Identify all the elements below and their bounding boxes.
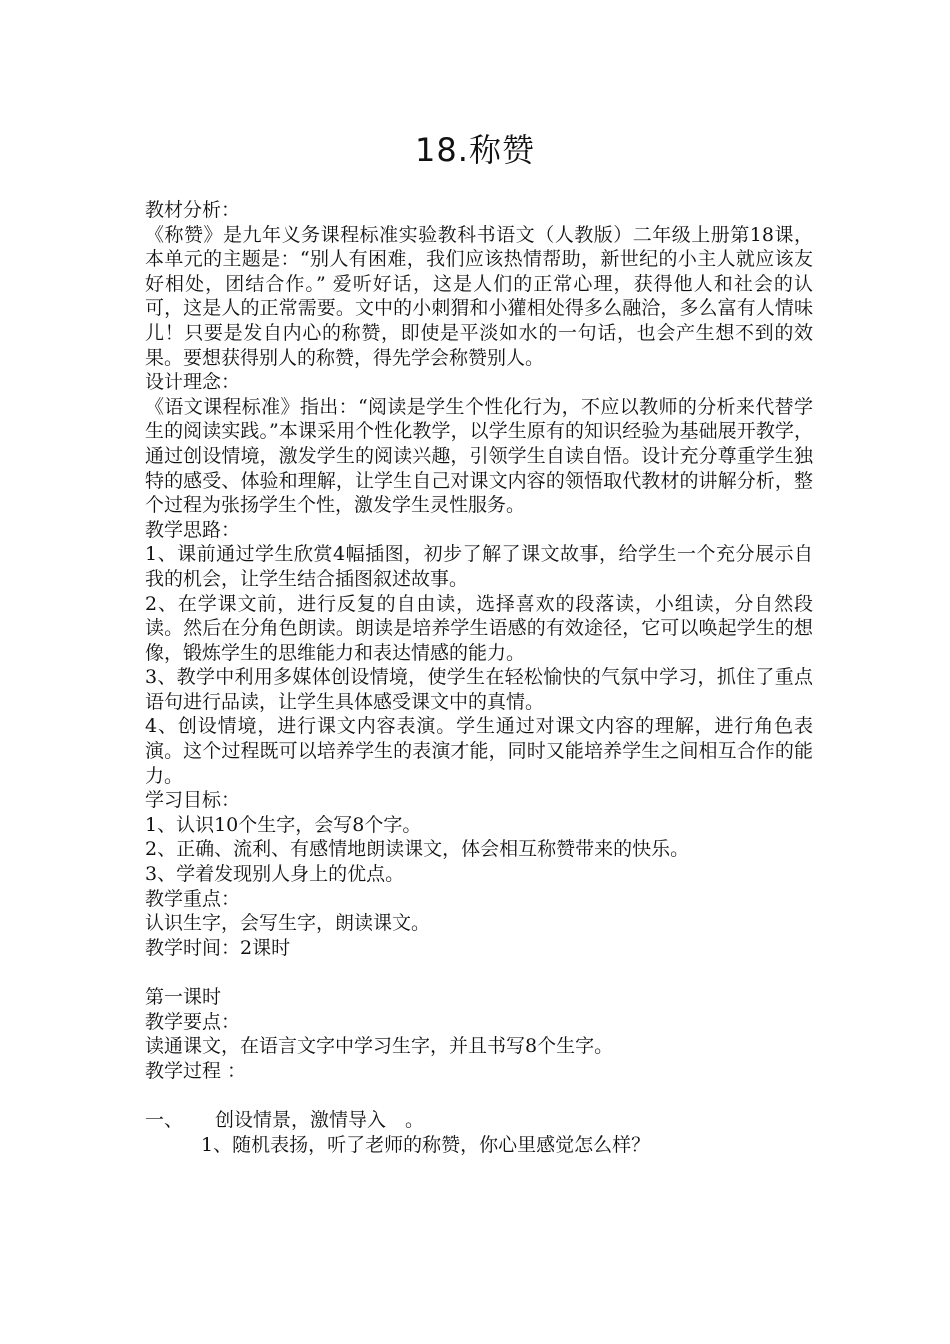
points-heading: 教学要点：	[145, 1010, 241, 1033]
page-title: 18.称赞	[415, 131, 535, 169]
goal-item: 1、认识10个生字，会写8个字。	[145, 813, 422, 836]
step-title: 创设情景，激情导入 。	[215, 1108, 425, 1131]
goal-item: 3、学着发现别人身上的优点。	[145, 863, 405, 886]
thinking-item: 3、教学中利用多媒体创设情境，使学生在轻松愉快的气氛中学习，抓住了重点语句进行品读，让学生具体感受课文中的真情。	[145, 666, 813, 713]
analysis-paragraph: 《称赞》是九年义务课程标准实验教科书语文（人教版）二年级上册第18课，本单元的主题是：“别人有困难，我们应该热情帮助，新世纪的小主人就应该友好相处，团结合作。” 爱听好话，这是人们的正常心理，获得他人和社会的认可，这是人的正常需要。文中的小刺猬和小獾相处得多么融洽，多么富有人情味儿！只要是发自内心的称赞，即使是平淡如水的一句话，也会产生想不到的效果。要想获得别人的称赞，得先学会称赞别人。	[145, 223, 813, 369]
goal-item: 2、正确、流利、有感情地朗读课文，体会相互称赞带来的快乐。	[145, 838, 690, 861]
blank-line	[145, 960, 813, 985]
blank-line	[145, 1083, 813, 1108]
analysis-heading: 教材分析：	[145, 199, 241, 221]
thinking-item: 1、课前通过学生欣赏4幅插图，初步了解了课文故事，给学生一个充分展示自我的机会，让学生结合插图叙述故事。	[145, 543, 813, 590]
lesson1-heading: 第一课时	[145, 986, 222, 1008]
goals-heading: 学习目标：	[145, 789, 241, 812]
teaching-time: 教学时间：2课时	[145, 936, 291, 959]
thinking-item: 2、在学课文前，进行反复的自由读，选择喜欢的段落读，小组读，分自然段读。然后在分角色朗读。朗读是培养学生语感的有效途径，它可以唤起学生的想像，锻炼学生的思维能力和表达情感的能力。	[145, 592, 813, 664]
key-paragraph: 认识生字，会写生字，朗读课文。	[145, 912, 431, 935]
process-step	[145, 1108, 813, 1133]
key-heading: 教学重点：	[145, 887, 241, 910]
step-number: 一、	[145, 1108, 184, 1131]
points-paragraph: 读通课文，在语言文字中学习生字，并且书写8个生字。	[145, 1035, 614, 1058]
concept-paragraph: 《语文课程标准》指出：“阅读是学生个性化行为，不应以教师的分析来代替学生的阅读实践。”本课采用个性化教学，以学生原有的知识经验为基础展开教学，通过创设情境，激发学生的阅读兴趣，引领学生自读自悟。设计充分尊重学生独特的感受、体验和理解，让学生自己对课文内容的领悟取代教材的讲解分析，整个过程为张扬学生个性，激发学生灵性服务。	[145, 395, 813, 517]
document-body	[145, 198, 813, 1157]
thinking-item: 4、创设情境，进行课文内容表演。学生通过对课文内容的理解，进行角色表演。这个过程既可以培养学生的表演才能，同时又能培养学生之间相互合作的能力。	[145, 715, 813, 787]
concept-heading: 设计理念：	[145, 371, 241, 394]
process-heading: 教学过程 ：	[145, 1059, 247, 1082]
process-substep: 1、随机表扬，听了老师的称赞，你心里感觉怎么样？	[201, 1133, 651, 1156]
thinking-heading: 教学思路：	[145, 518, 241, 541]
